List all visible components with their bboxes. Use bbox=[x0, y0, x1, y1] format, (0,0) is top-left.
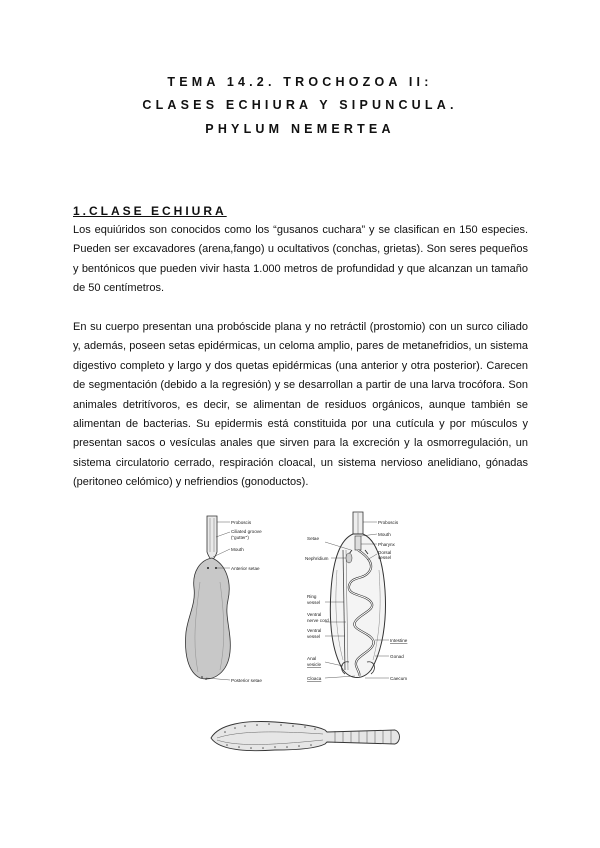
paragraph-1: Los equiúridos son conocidos como los “gusanos cuchara” y se clasifican en 150 especies. Pueden ser excavadores (arena,fango) u ocultativos (conchas, grietas). Son seres pequeños y bentónicos que pueden vivir hasta 1.000 metros de profundidad y que alcanzan un tamaño de 50 centímetros. bbox=[73, 224, 528, 295]
label-proboscis: Proboscis bbox=[231, 520, 252, 525]
title-line-3: PHYLUM NEMERTEA bbox=[205, 122, 395, 136]
echiuran-external-figure bbox=[170, 512, 280, 690]
label-ventral-vessel-2: vessel bbox=[307, 634, 321, 639]
paragraph-2: En su cuerpo presentan una probóscide plana y no retráctil (prostomio) con un surco ciliado y, además, poseen setas epidérmicas, un celoma amplio, pares de metanefridios, un sistema digestivo completo y largo y dos quetas epidérmicas (una anterior y otra posterior). Carecen de segmentación (debido a la regresión) y se desarrollan a partir de una larva trocófora. Son animales detritívoros, es decir, se alimentan de residuos orgánicos, aunque también se alimentan de bacterias. Su epidermis está constituida por una cutícula y por músculos y presentan sacos o vesículas anales que sirven para la excreción y la osmorregulación, un sistema circulatorio cerrado, respiración cloacal, un sistema nervioso anelidiano, gónadas (peritoneo celómico) y nefriendios (gonoductos). bbox=[73, 321, 528, 489]
label-ring-vessel-1: Ring bbox=[307, 594, 317, 599]
label-anal-vesicle-2: vesicle bbox=[307, 662, 322, 667]
label-cloaca: Cloaca bbox=[307, 676, 322, 681]
label-mouth-int: Mouth bbox=[378, 532, 391, 537]
label-pharynx: Pharynx bbox=[378, 542, 395, 547]
echiuran-lateral-figure bbox=[205, 712, 405, 760]
label-caecum: Caecum bbox=[390, 676, 408, 681]
label-setae: Setae bbox=[307, 536, 320, 541]
label-mouth: Mouth bbox=[231, 547, 244, 552]
section-heading: 1.CLASE ECHIURA bbox=[73, 204, 227, 218]
label-gonad: Gonad bbox=[390, 654, 404, 659]
label-nephridium: Nephridium bbox=[305, 556, 329, 561]
label-ciliated-groove: Ciliated groove bbox=[231, 529, 262, 534]
label-ventral-nc-1: Ventral bbox=[307, 612, 322, 617]
label-dorsal-vessel-1: Dorsal bbox=[378, 550, 392, 555]
title-line-2: CLASES ECHIURA Y SIPUNCULA. bbox=[142, 98, 458, 112]
label-ventral-nc-2: nerve cord bbox=[307, 618, 329, 623]
label-posterior-setae: Posterior setae bbox=[231, 678, 262, 683]
label-dorsal-vessel-2: vessel bbox=[378, 555, 392, 560]
label-proboscis-int: Proboscis bbox=[378, 520, 399, 525]
label-ventral-vessel-1: Ventral bbox=[307, 628, 322, 633]
label-anterior-setae: Anterior setae bbox=[231, 566, 260, 571]
title-line-1: TEMA 14.2. TROCHOZOA II: bbox=[167, 75, 433, 89]
label-intestine: Intestine bbox=[390, 638, 408, 643]
label-anal-vesicle-1: Anal bbox=[307, 656, 317, 661]
echiuran-internal-figure bbox=[305, 510, 435, 690]
label-ring-vessel-2: vessel bbox=[307, 600, 321, 605]
label-ciliated-gutter: (“gutter”) bbox=[231, 535, 249, 540]
